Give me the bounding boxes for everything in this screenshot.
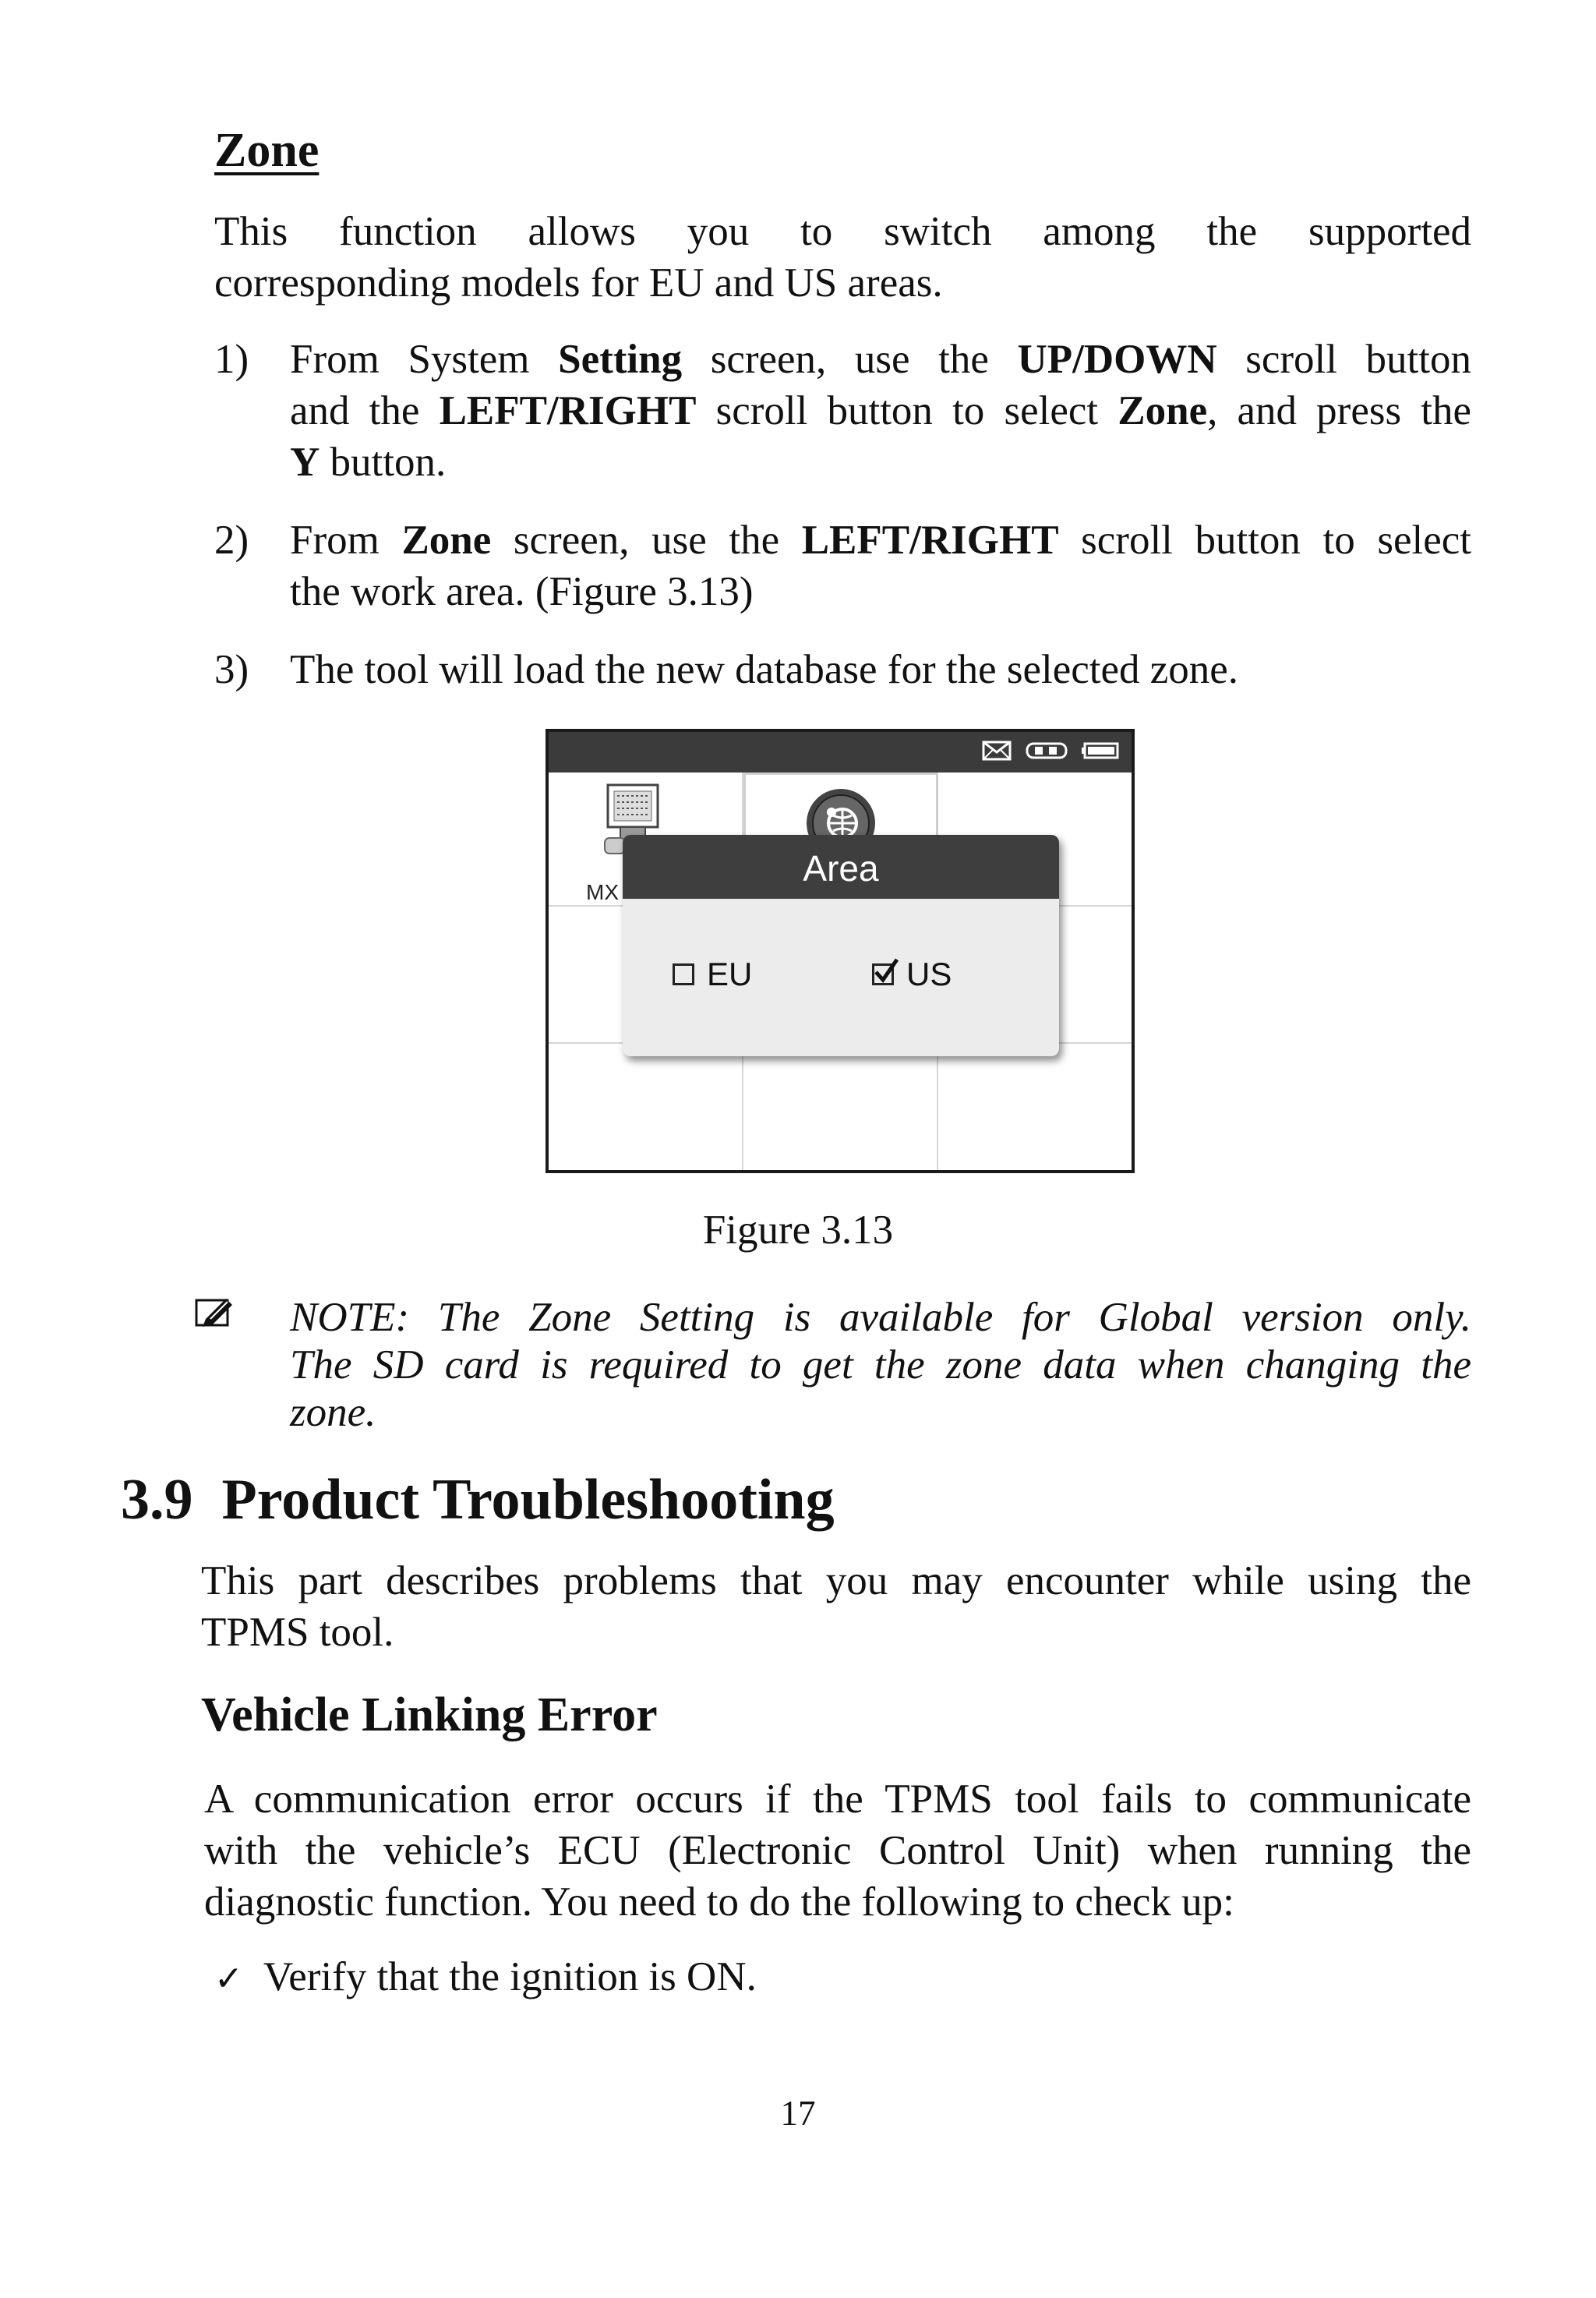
step-1-line-1: From System Setting screen, use the UP/DOWN scroll button: [290, 337, 1471, 382]
vehicle-icon: [1026, 739, 1068, 762]
page-number: 17: [780, 2094, 816, 2133]
section-heading-zone: Zone: [214, 124, 320, 177]
area-dialog: [623, 835, 1059, 1056]
checklist-item-text: Verify that the ignition is ON.: [263, 1954, 757, 1999]
mail-icon: [982, 739, 1012, 762]
option-us-label: US: [906, 956, 952, 992]
note-line-1: NOTE: The Zone Setting is available for Global version only.: [290, 1295, 1471, 1340]
device-screen-figure: [546, 729, 1135, 1173]
troubleshooting-intro-line-1: This part describes problems that you may encounter while using the: [201, 1558, 1471, 1603]
battery-icon: [1082, 739, 1121, 762]
option-us[interactable]: [872, 956, 952, 993]
dialog-title: Area: [623, 835, 1059, 899]
status-bar: [549, 732, 1132, 772]
figure-caption: Figure 3.13: [702, 1207, 894, 1253]
tile-label: MX: [586, 880, 619, 904]
note-line-2: The SD card is required to get the zone data when changing the: [290, 1342, 1471, 1388]
checkmark-icon: ✓: [214, 1959, 243, 1999]
linking-error-line-1: A communication error occurs if the TPMS tool fails to communicate: [204, 1777, 1471, 1822]
checkbox-checked-icon[interactable]: [872, 963, 894, 985]
option-eu-label: EU: [707, 956, 753, 992]
zone-intro-line-2: corresponding models for EU and US areas.: [214, 260, 943, 306]
option-eu[interactable]: [673, 956, 752, 993]
zone-intro-line-1: This function allows you to switch among the supported: [214, 209, 1471, 254]
checkbox-unchecked-icon[interactable]: [673, 963, 694, 985]
step-2-line-2: the work area. (Figure 3.13): [290, 569, 754, 614]
step-1-line-3: Y button.: [290, 440, 447, 485]
checklist-item: [214, 1953, 757, 2000]
step-2-line-1: From Zone screen, use the LEFT/RIGHT scroll button to select: [290, 518, 1471, 563]
step-3-number: 3): [214, 647, 249, 692]
note-pencil-icon: [195, 1296, 235, 1327]
step-2-number: 2): [214, 518, 249, 563]
step-1-line-2: and the LEFT/RIGHT scroll button to select Zone, and press the: [290, 388, 1471, 433]
section-heading-troubleshooting: 3.9 Product Troubleshooting: [121, 1468, 835, 1532]
note-line-3: zone.: [290, 1390, 376, 1435]
linking-error-line-3: diagnostic function. You need to do the following to check up:: [204, 1879, 1234, 1925]
troubleshooting-intro-line-2: TPMS tool.: [201, 1610, 394, 1655]
linking-error-line-2: with the vehicle’s ECU (Electronic Control Unit) when running the: [204, 1828, 1471, 1873]
step-1-number: 1): [214, 337, 249, 382]
subheading-vehicle-linking-error: Vehicle Linking Error: [201, 1688, 658, 1741]
step-3-line-1: The tool will load the new database for the selected zone.: [290, 647, 1239, 692]
